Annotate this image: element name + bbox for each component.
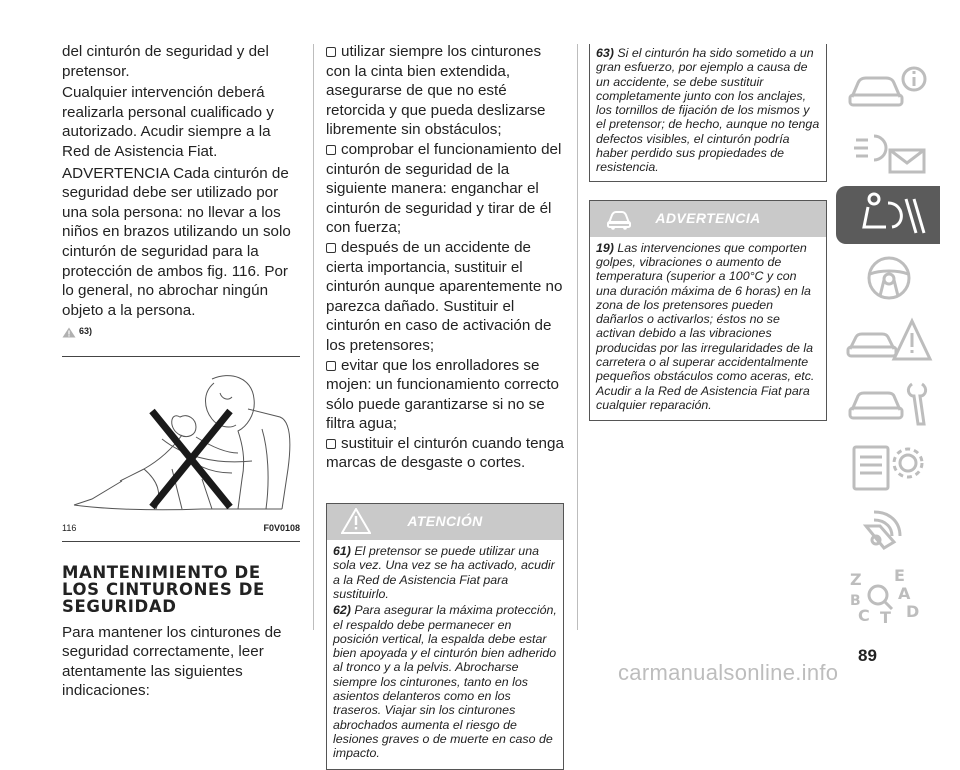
divider: [62, 356, 300, 357]
maintenance-list: [326, 42, 564, 473]
index-letter: Z: [850, 570, 862, 589]
chapter-sidebar: [836, 60, 940, 627]
chapter-tab-car-info[interactable]: [836, 60, 940, 118]
note-text: El pretensor se puede utilizar una sola vez. Una vez se ha activado, acudir a la Red de Asistencia Fiat para sustituirlo.: [333, 544, 555, 601]
checkbox-bullet-icon: [326, 361, 336, 371]
index-letter: D: [906, 602, 920, 621]
warning-box: [589, 200, 827, 422]
multimedia-icon: [844, 504, 934, 556]
figure-code: F0V0108: [263, 522, 300, 533]
figure-number: 116: [62, 522, 77, 533]
note-number: 63): [596, 46, 614, 60]
section-heading: MANTENIMIENTO DE LOS CINTURONES DE SEGURIDAD: [62, 562, 265, 616]
attention-title: ATENCIÓN: [407, 513, 483, 530]
figure-caption: [62, 519, 300, 542]
reference-mark: [62, 322, 300, 342]
note-19: [596, 241, 820, 413]
chapter-tab-maintenance[interactable]: [836, 375, 940, 433]
warning-title: ADVERTENCIA: [655, 209, 761, 226]
index-letters-icon: [844, 567, 934, 625]
figure-116: [62, 369, 300, 519]
chapter-tab-index[interactable]: [836, 564, 940, 625]
warning-triangle-car-icon: [844, 315, 934, 367]
warning-triangle-icon: [62, 327, 76, 338]
steering-wheel-icon: [844, 252, 934, 304]
child-on-lap-illustration: [62, 369, 300, 519]
list-item: [326, 238, 564, 356]
paragraph-intervention: Cualquier intervención deberá realizarla personal cualificado y autorizado. Acudir siempre a la Red de Asistencia Fiat.: [62, 84, 274, 160]
list-item: [326, 434, 564, 473]
chapter-tab-emergency[interactable]: [836, 312, 940, 370]
index-letter: A: [898, 584, 911, 603]
checkbox-bullet-icon: [326, 145, 336, 155]
attention-header: [327, 504, 563, 540]
note-62: [333, 603, 557, 760]
attention-box: [326, 503, 564, 769]
chapter-tab-safety[interactable]: [836, 186, 940, 244]
note-text: Para asegurar la máxima protección, el respaldo debe permanecer en posición vertical, la espalda debe estar bien apoyada y el cinturón bien adherido al tronco y a la pelvis. Abrocharse siempre los cinturones, tanto en los asientos delanteros como en los traseros. Viajar sin los cinturones abrochados aumenta el riesgo de lesiones graves o de muerte en caso de impacto.: [333, 603, 557, 761]
chapter-tab-multimedia[interactable]: [836, 501, 940, 559]
warning-body: [590, 237, 826, 421]
chapter-tab-specifications[interactable]: [836, 438, 940, 496]
note-number: 19): [596, 240, 614, 255]
car-info-icon: [844, 63, 934, 115]
index-letter: E: [894, 567, 905, 585]
chapter-tab-lights-warnings[interactable]: [836, 123, 940, 181]
warning-header: [590, 201, 826, 237]
list-item-text: comprobar el funcionamiento del cinturón de seguridad de la siguiente manera: enganchar el cinturón de seguridad y tirar de él con fuerza;: [326, 140, 562, 237]
note-61: [333, 544, 557, 601]
specifications-gear-icon: [844, 441, 934, 493]
checkbox-bullet-icon: [326, 47, 336, 57]
note-63: [589, 44, 827, 182]
note-number: 61): [333, 544, 351, 559]
page-number: 89: [858, 646, 877, 665]
column-left: [62, 42, 300, 703]
car-service-icon: [844, 378, 934, 430]
airbag-seat-icon: [844, 189, 934, 241]
column-right: [589, 44, 825, 421]
watermark: carmanualsonline.info: [618, 660, 839, 685]
car-warning-icon: [604, 205, 634, 231]
index-letter: B: [850, 593, 861, 609]
checkbox-bullet-icon: [326, 439, 336, 449]
paragraph-maintenance-intro: Para mantener los cinturones de seguridad correctamente, leer atentamente las siguientes indicaciones:: [62, 623, 282, 700]
chapter-tab-driving[interactable]: [836, 249, 940, 307]
list-item: [326, 42, 564, 140]
index-letter: C: [858, 606, 870, 625]
note-number: 62): [333, 603, 351, 618]
list-item-text: sustituir el cinturón cuando tenga marcas de desgaste o cortes.: [326, 434, 564, 472]
column-middle: [326, 42, 564, 770]
attention-body: [327, 540, 563, 768]
paragraph-pretensor: del cinturón de seguridad y del pretensor.: [62, 43, 269, 80]
warning-triangle-icon: [341, 508, 371, 534]
note-text: Si el cinturón ha sido sometido a un gran esfuerzo, por ejemplo a causa de un accidente, se debe sustituir completamente junto con los anclajes, los tornillos de fijación de los mismos y el pretensor; de hecho, aunque no tenga defectos visibles, el cinturón podría haber perdido sus propiedades de resistencia.: [596, 46, 820, 175]
column-divider: [313, 44, 314, 630]
lights-warning-icon: [844, 126, 934, 178]
list-item: [326, 356, 564, 434]
list-item-text: después de un accidente de cierta importancia, sustituir el cinturón aunque aparentemente no parezca dañado. Sustituir el cinturón en caso de activación de los pretensores;: [326, 238, 563, 354]
checkbox-bullet-icon: [326, 243, 336, 253]
note-text: Las intervenciones que comporten golpes, vibraciones o aumento de temperatura (superior a 100°C y con una duración máxima de 6 horas) en la zona de los pretensores pueden dañarlos o activarlos; éstos no se activan debido a las vibraciones producidas por las irregularidades de la carretera o al superar accidentalmente pequeños obstáculos como aceras, etc. Acudir a la Red de Asistencia Fiat para cualquier reparación.: [596, 240, 815, 412]
reference-number: 63): [79, 326, 93, 337]
list-item-text: evitar que los enrolladores se mojen: un funcionamiento correcto sólo puede garantizarse si no se filtra agua;: [326, 356, 560, 433]
index-letter: T: [880, 608, 891, 625]
list-item: [326, 140, 564, 238]
paragraph-advertencia: ADVERTENCIA Cada cinturón de seguridad debe ser utilizado por una sola persona: no llevar a los niños en brazos utilizando un solo cinturón de seguridad para la protección de ambos fig. 116. Por lo general, no abrochar ningún objeto a la persona.: [62, 164, 291, 319]
column-divider: [577, 44, 578, 630]
list-item-text: utilizar siempre los cinturones con la cinta bien extendida, asegurarse de que no esté retorcida y que pueda deslizarse libremente sin obstáculos;: [326, 43, 546, 139]
